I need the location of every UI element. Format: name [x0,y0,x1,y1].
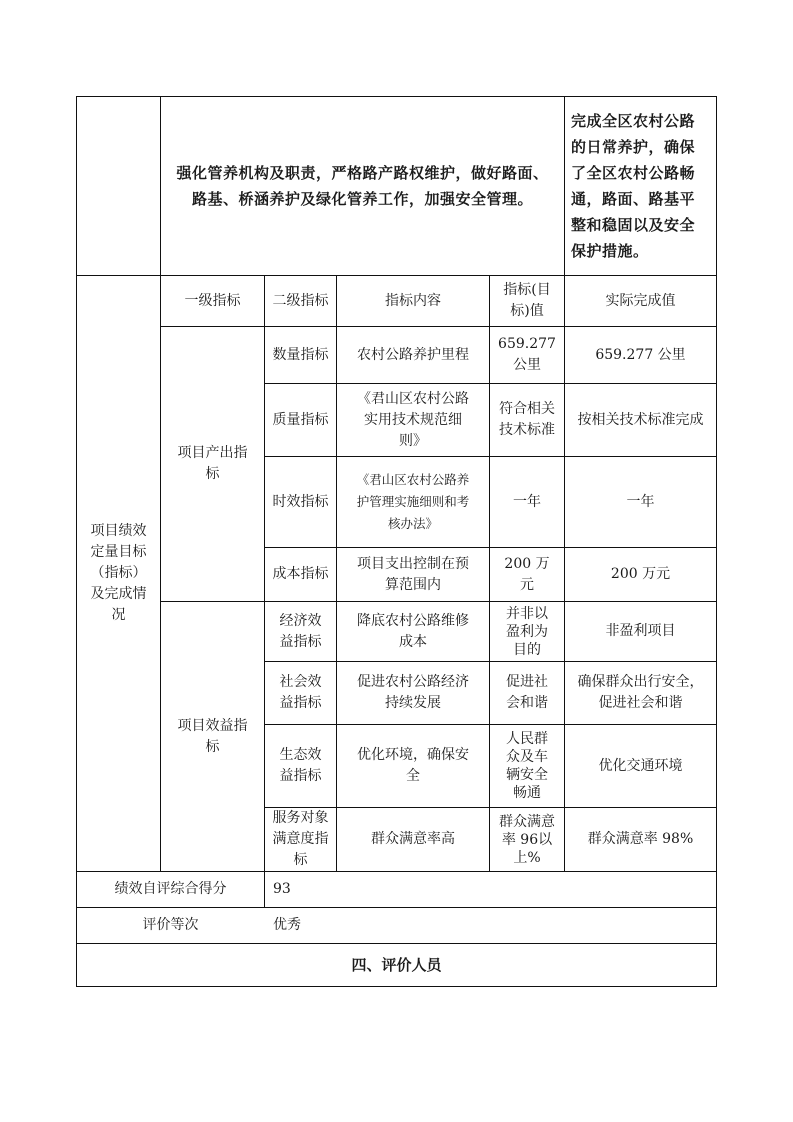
row-economic-target: 并非以盈利为目的 [506,605,548,658]
row-ecological-level2: 生态效益指标 [279,747,322,784]
row-social-content: 促进农村公路经济持续发展 [357,674,469,711]
row-economic-actual: 非盈利项目 [605,623,676,639]
row-service-target: 群众满意率 96以上% [499,813,555,866]
row-ecological-content: 优化环境，确保安全 [357,747,469,784]
row-quantity-content: 农村公路养护里程 [357,346,469,363]
row-cost-content: 项目支出控制在预算范围内 [357,555,469,593]
grade-value: 优秀 [273,917,301,933]
row-cost-level2: 成本指标 [272,566,329,582]
row-quality-actual: 按相关技术标准完成 [577,411,704,428]
header-level1: 一级指标 [184,292,241,309]
group-output-label: 项目产出指标 [177,445,248,482]
project-task-text: 强化管养机构及职责，严格路产路权维护，做好路面、路基、桥涵养护及绿化管养工作，加强安全管理。 [176,164,549,208]
row-quality-level2: 质量指标 [272,411,329,428]
row-ecological-target: 人民群众及车辆安全畅通 [506,731,548,801]
row-quality-target: 符合相关技术标准 [499,401,555,438]
row-social-actual: 确保群众出行安全，促进社会和谐 [577,674,704,711]
row-timeliness-content: 《君山区农村公路养护管理实施细则和考核办法》 [356,472,470,531]
row-social-target: 促进社会和谐 [506,674,548,711]
header-actual: 实际完成值 [605,292,676,309]
row-timeliness-target: 一年 [513,493,541,510]
header-content: 指标内容 [385,292,441,309]
table-border-right [716,96,717,986]
score-value: 93 [273,881,291,897]
table-border-bottom [76,986,717,987]
section-four-heading: 四、评价人员 [351,955,442,974]
group-benefit-label: 项目效益指标 [177,717,248,755]
row-service-content: 群众满意率高 [371,831,455,847]
header-target: 指标(目标)值 [503,282,551,319]
row-quantity-target: 659.277公里 [498,336,556,373]
project-outcome-text: 完成全区农村公路的日常养护，确保了全区农村公路畅通，路面、路基平整和稳固以及安全保护措施。 [571,112,696,260]
performance-evaluation-table [76,96,716,986]
row-quantity-actual: 659.277 公里 [595,346,686,363]
row-service-level2: 服务对象满意度指标 [272,810,329,868]
row-quantity-level2: 数量指标 [272,346,329,363]
row-economic-level2: 经济效益指标 [279,612,322,650]
row-timeliness-level2: 时效指标 [272,493,329,510]
score-label: 绩效自评综合得分 [114,881,227,897]
grade-label: 评价等次 [142,917,199,933]
header-level2: 二级指标 [272,292,329,309]
row-cost-target: 200 万元 [504,555,550,593]
row-service-actual: 群众满意率 98% [587,831,694,847]
quantitative-goals-label: 项目绩效定量目标（指标）及完成情况 [90,523,147,623]
row-cost-actual: 200 万元 [610,566,671,582]
row-social-level2: 社会效益指标 [279,674,322,711]
row-timeliness-actual: 一年 [626,493,655,510]
row-quality-content: 《君山区农村公路实用技术规范细则》 [357,390,469,449]
row-ecological-actual: 优化交通环境 [598,757,683,774]
row-economic-content: 降底农村公路维修成本 [357,612,469,650]
